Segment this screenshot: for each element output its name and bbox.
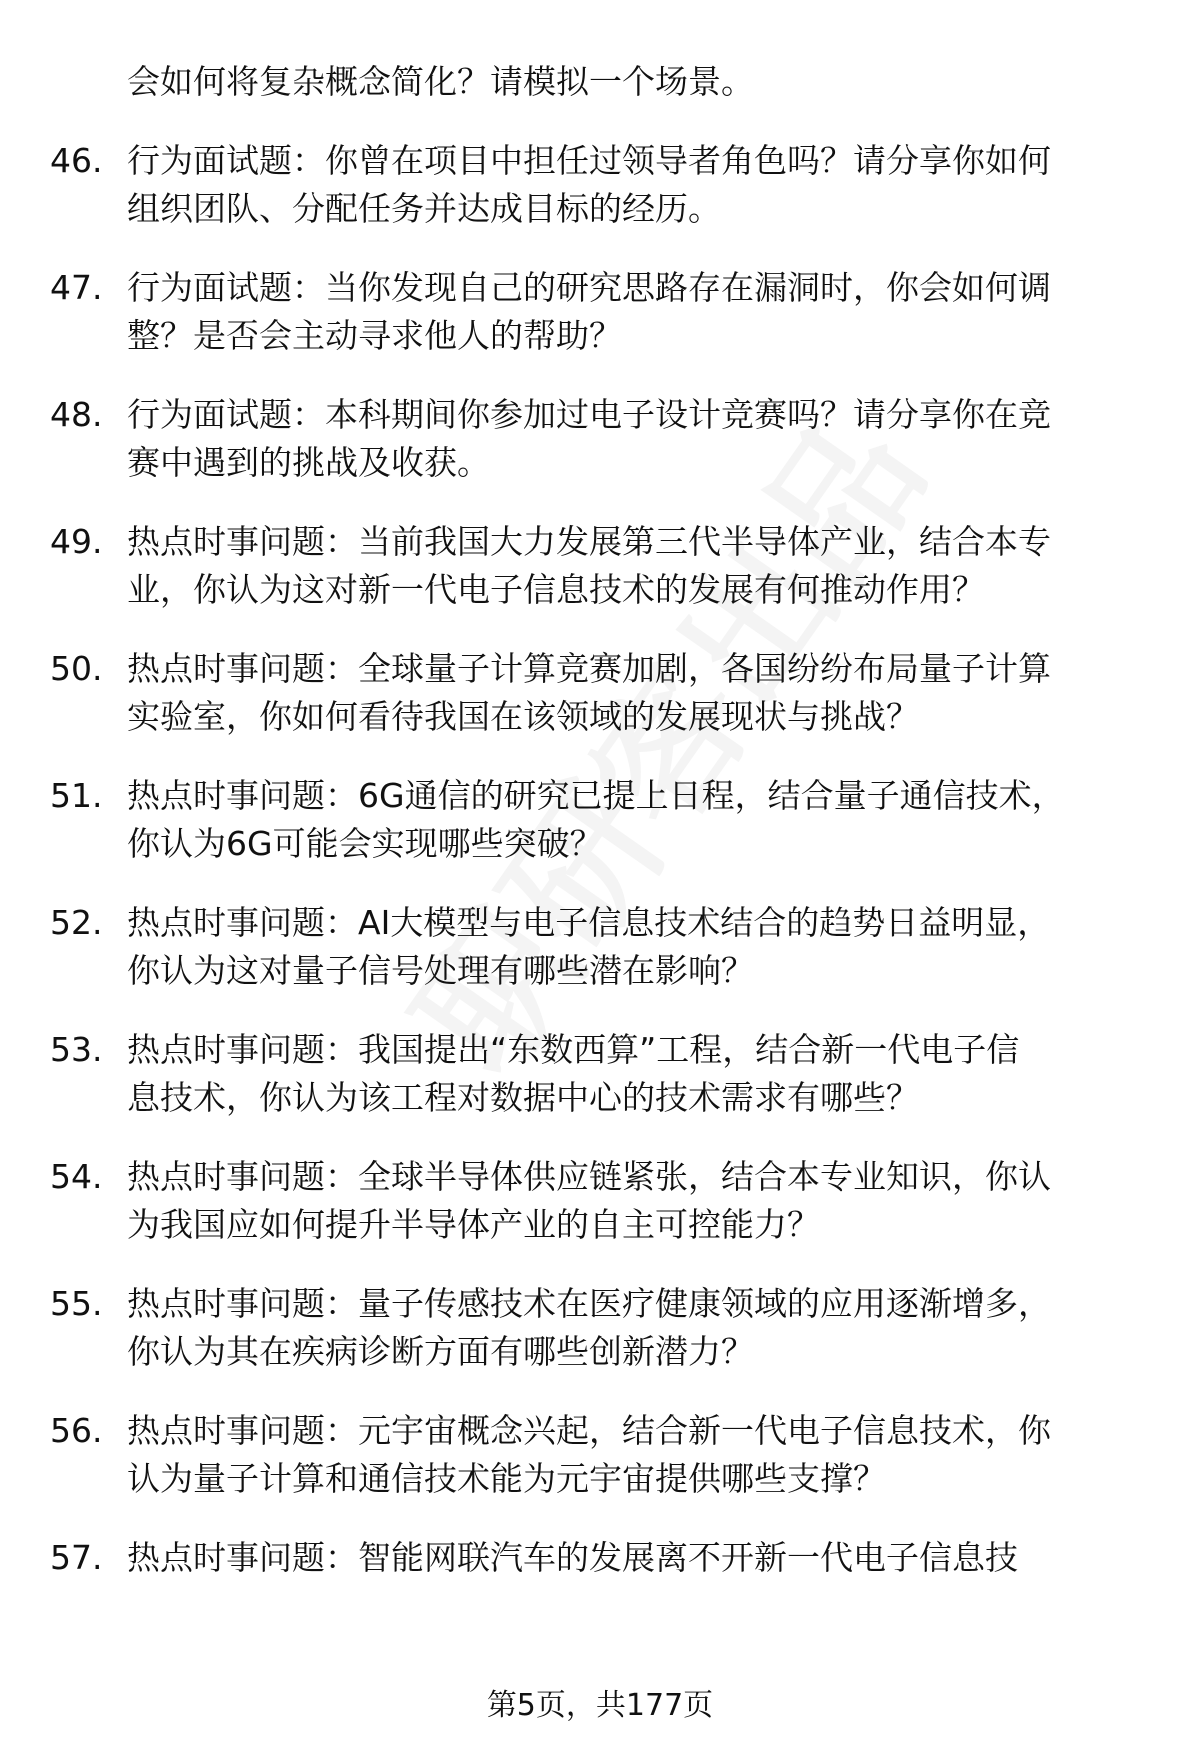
question-text-line: 热点时事问题：元宇宙概念兴起，结合新一代电子信息技术，你 — [127, 1411, 1051, 1450]
question-item — [50, 391, 1140, 487]
question-text-line: 组织团队、分配任务并达成目标的经历。 — [127, 189, 721, 228]
page-content — [50, 58, 1140, 1582]
question-text-line: 你认为这对量子信号处理有哪些潜在影响？ — [127, 951, 754, 990]
question-item — [50, 518, 1140, 614]
question-number: 51. — [50, 776, 103, 815]
question-item — [50, 645, 1140, 741]
question-item — [50, 1407, 1140, 1503]
question-item — [50, 1026, 1140, 1122]
question-text-line: 热点时事问题：AI大模型与电子信息技术结合的趋势日益明显， — [127, 903, 1051, 942]
question-text-line: 业，你认为这对新一代电子信息技术的发展有何推动作用？ — [127, 570, 985, 609]
question-number: 50. — [50, 649, 103, 688]
question-number: 56. — [50, 1411, 103, 1450]
question-text-line: 热点时事问题：智能网联汽车的发展离不开新一代电子信息技 — [127, 1538, 1018, 1577]
question-number: 57. — [50, 1538, 103, 1577]
question-text-line: 行为面试题：本科期间你参加过电子设计竞赛吗？请分享你在竞 — [127, 395, 1051, 434]
question-text-line: 热点时事问题：我国提出“东数西算”工程，结合新一代电子信 — [127, 1030, 1020, 1069]
question-text-line: 热点时事问题：量子传感技术在医疗健康领域的应用逐渐增多， — [127, 1284, 1051, 1323]
question-number: 49. — [50, 522, 103, 561]
question-item — [50, 137, 1140, 233]
question-text-line: 热点时事问题：6G通信的研究已提上日程，结合量子通信技术， — [127, 776, 1065, 815]
question-text-line: 热点时事问题：当前我国大力发展第三代半导体产业，结合本专 — [127, 522, 1051, 561]
question-list — [50, 137, 1140, 1582]
question-number: 46. — [50, 141, 103, 180]
question-text-line: 你认为其在疾病诊断方面有哪些创新潜力？ — [127, 1332, 754, 1371]
question-number: 52. — [50, 903, 103, 942]
page-footer: 第5页，共177页 — [486, 1688, 714, 1723]
question-text-line: 认为量子计算和通信技术能为元宇宙提供哪些支撑？ — [127, 1459, 886, 1498]
continuation-line: 会如何将复杂概念简化？请模拟一个场景。 — [127, 62, 754, 101]
question-item — [50, 264, 1140, 360]
question-number: 47. — [50, 268, 103, 307]
question-text-line: 息技术，你认为该工程对数据中心的技术需求有哪些？ — [127, 1078, 919, 1117]
question-item — [50, 1534, 1140, 1582]
question-text-line: 为我国应如何提升半导体产业的自主可控能力？ — [127, 1205, 820, 1244]
question-text-line: 赛中遇到的挑战及收获。 — [127, 443, 490, 482]
question-text-line: 热点时事问题：全球量子计算竞赛加剧，各国纷纷布局量子计算 — [127, 649, 1051, 688]
question-text-line: 整？是否会主动寻求他人的帮助？ — [127, 316, 622, 355]
question-number: 55. — [50, 1284, 103, 1323]
question-number: 53. — [50, 1030, 103, 1069]
question-text-line: 行为面试题：你曾在项目中担任过领导者角色吗？请分享你如何 — [127, 141, 1051, 180]
question-text-line: 你认为6G可能会实现哪些突破？ — [127, 824, 603, 863]
question-text-line: 实验室，你如何看待我国在该领域的发展现状与挑战？ — [127, 697, 919, 736]
question-item — [50, 1280, 1140, 1376]
question-number: 48. — [50, 395, 103, 434]
question-item — [50, 772, 1140, 868]
question-number: 54. — [50, 1157, 103, 1196]
question-item — [50, 899, 1140, 995]
question-text-line: 热点时事问题：全球半导体供应链紧张，结合本专业知识，你认 — [127, 1157, 1051, 1196]
question-item — [50, 1153, 1140, 1249]
question-text-line: 行为面试题：当你发现自己的研究思路存在漏洞时，你会如何调 — [127, 268, 1051, 307]
